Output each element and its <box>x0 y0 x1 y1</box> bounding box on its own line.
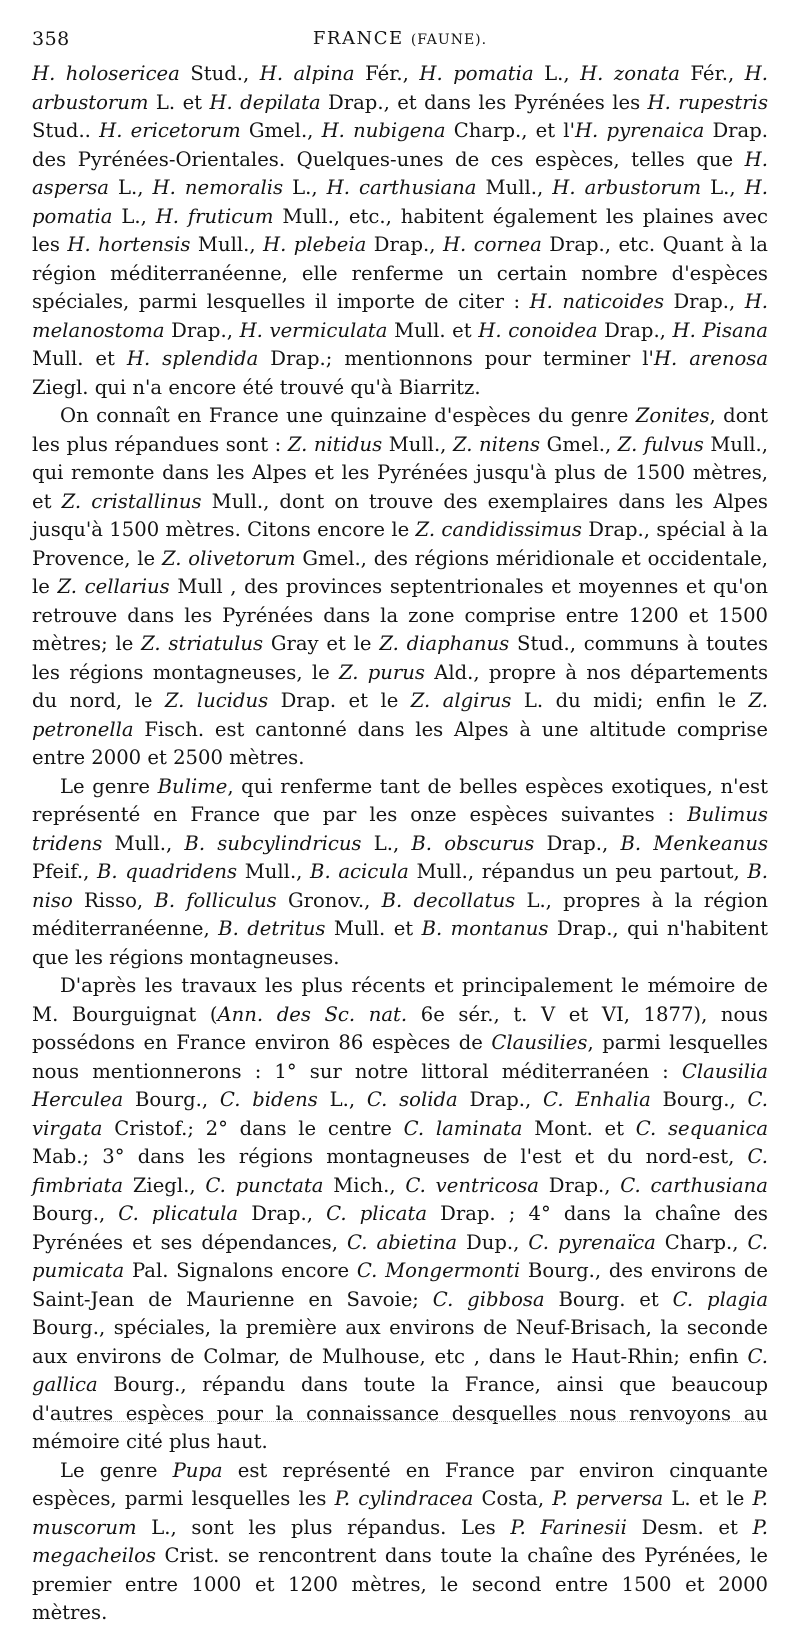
text-run: L., propres à la région méditerranéenne, <box>32 888 768 940</box>
text-run: L., <box>283 176 327 199</box>
taxon-name: P. muscorum <box>32 1487 768 1539</box>
taxon-name: H. zonata <box>580 62 680 85</box>
taxon-name: C. abietina <box>346 1230 458 1254</box>
taxon-name: B. acicula <box>310 860 409 883</box>
text-run: Mull , des provinces septentrionales et moyennes et qu'on retrouve dans les Pyrénées dans la zone comprise entre 1200 et 1500 mètres; le <box>32 575 768 655</box>
text-run: Bourg. et <box>544 1287 673 1311</box>
text-run: Gmel., <box>540 432 618 456</box>
taxon-name: Z. fulvus <box>617 432 704 456</box>
text-run: Mull., dont on trouve des exemplaires dans les Alpes jusqu'à 1500 mètres. Citons encore le <box>32 489 768 541</box>
taxon-name: C. pumicata <box>32 1230 769 1282</box>
text-run: , qui renferme tant de belles espèces exotiques, n'est représenté en France que par les onze espèces suivantes : <box>32 774 768 826</box>
text-run: Dup., <box>457 1230 529 1254</box>
text-run: Mull., <box>190 233 264 256</box>
taxon-name: C. plicatula <box>118 1202 239 1225</box>
page-number: 358 <box>32 28 70 50</box>
taxon-name: Z. purus <box>338 660 425 684</box>
taxon-name: B. subcylindricus <box>184 831 362 855</box>
body-text <box>32 60 768 1628</box>
text-run: Drap. et le <box>268 689 411 712</box>
text-run: Fér., <box>679 62 745 85</box>
taxon-name: H. holosericea <box>32 62 180 85</box>
taxon-name: Clausilia Herculea <box>32 1059 768 1111</box>
text-run: On connaît en France une quinzaine d'espèces du genre <box>60 404 636 427</box>
text-run: Desm. et <box>626 1515 753 1539</box>
taxon-name: C. plicata <box>326 1202 428 1225</box>
text-run: Gmel., des régions méridionale et occidentale, le <box>32 546 768 598</box>
text-run: Drap., spécial à la Provence, le <box>32 518 768 570</box>
taxon-name: C. punctata <box>205 1173 324 1197</box>
taxon-name: C. ventricosa <box>405 1173 539 1197</box>
taxon-name: H. rupestris <box>647 90 768 114</box>
text-run: Drap., qui n'habitent que les régions montagneuses. <box>32 917 768 969</box>
taxon-name: C. Mongermonti <box>356 1259 521 1282</box>
taxon-name: H. pomatia <box>419 62 534 85</box>
text-run: L., <box>701 176 745 199</box>
text-run: L., <box>108 176 153 199</box>
text-run: Drap.; mentionnons pour terminer l' <box>258 347 654 370</box>
text-run: Ziegl. qui n'a encore été trouvé qu'à Biarritz. <box>32 375 481 399</box>
text-run: Ziegl., <box>123 1173 206 1197</box>
taxon-name: C. sequanica <box>635 1116 768 1140</box>
taxon-name: H. cornea <box>442 233 542 256</box>
taxon-name: H. carthusiana <box>326 176 477 199</box>
text-run: L., <box>317 1088 367 1111</box>
paragraph-pupa <box>32 1457 768 1628</box>
text-run: Bourg., répandu dans toute la France, ainsi que beaucoup d'autres espèces pour la connaissance desquelles nous renvoyons au mémoire cité plus haut. <box>32 1373 768 1453</box>
text-run: Drap., <box>457 1088 544 1111</box>
taxon-name: H. pomatia <box>32 176 768 228</box>
taxon-name: H. melanostoma <box>32 290 769 342</box>
text-run: L. du midi; enfin le <box>511 689 749 712</box>
taxon-name: C. pyrenaïca <box>528 1230 656 1254</box>
text-run: Drap., <box>238 1202 327 1225</box>
taxon-name: H. ericetorum <box>99 119 241 142</box>
text-run: Bourg., <box>650 1088 748 1111</box>
taxon-name: Z. candidissimus <box>415 518 582 541</box>
text-run: Fér., <box>354 62 420 85</box>
text-run: Bourg., <box>123 1088 220 1111</box>
text-run: Mull., qui remonte dans les Alpes et les Pyrénées jusqu'à plus de 1500 mètres, et <box>32 432 768 513</box>
taxon-name: H. vermiculata <box>239 318 388 342</box>
taxon-name: C. plagia <box>672 1287 769 1311</box>
text-run: Drap., et dans les Pyrénées les <box>320 90 648 114</box>
text-run: Ald., propre à nos départements du nord, le <box>32 660 769 712</box>
paragraph-zonites <box>32 402 768 773</box>
taxon-name: H. plebeia <box>263 233 367 256</box>
taxon-name: B. Menkeanus <box>620 831 768 855</box>
taxon-name: C. gibbosa <box>432 1287 545 1311</box>
text-run: Crist. se rencontrent dans toute la chaîne des Pyrénées, le premier entre 1000 et 1200 mètres, le second entre 1500 et 2000 mètres. <box>32 1544 768 1624</box>
text-run: Drap., <box>366 233 443 256</box>
taxon-name: P. megacheilos <box>32 1515 768 1567</box>
text-run: Costa, <box>473 1487 553 1510</box>
text-run: Drap. ; 4° dans la chaîne des Pyrénées et ses dépendances, <box>32 1202 768 1254</box>
paragraph-clausilies <box>32 972 768 1457</box>
text-run: Gmel., <box>240 119 322 142</box>
taxon-name: P. Farinesii <box>510 1515 627 1539</box>
taxon-name: H. alpina <box>259 62 355 85</box>
text-run: Risso, <box>72 888 155 912</box>
text-run: Mull., <box>237 860 311 883</box>
text-run: Mich., <box>323 1173 406 1197</box>
text-run: Mull., <box>382 432 453 456</box>
text-run: Charp., <box>655 1230 748 1254</box>
text-run: Pfeif., <box>32 860 97 883</box>
taxon-name: H. nemoralis <box>152 176 284 199</box>
running-title-subtitle: (FAUNE). <box>410 32 488 48</box>
taxon-name: B. decollatus <box>381 888 516 912</box>
text-run: Stud., communs à toutes les régions montagneuses, le <box>32 632 769 684</box>
taxon-name: C. Enhalia <box>543 1088 651 1111</box>
taxon-name: C. carthusiana <box>620 1173 768 1197</box>
taxon-name: H. conoidea <box>478 318 598 342</box>
running-title-main: FRANCE <box>312 28 404 49</box>
taxon-name: Ann. des Sc. nat. <box>217 1002 408 1026</box>
taxon-name: C. fimbriata <box>32 1145 768 1197</box>
taxon-name: Z. nitidus <box>287 432 383 456</box>
taxon-name: B. obscurus <box>411 831 535 855</box>
taxon-name: B. folliculus <box>154 888 277 912</box>
text-run: Bourg., spéciales, la première aux environs de Neuf-Brisach, la seconde aux environs de Colmar, de Mulhouse, etc , dans le Haut-Rhin; enfin <box>32 1316 768 1368</box>
text-run: Le genre <box>60 1458 173 1482</box>
taxon-name: Z. cristallinus <box>61 489 202 513</box>
text-run: Drap., <box>664 290 745 313</box>
text-run: Le genre <box>60 774 158 798</box>
text-run: Charp., et l' <box>445 119 575 142</box>
taxon-name: H. naticoides <box>529 290 665 313</box>
taxon-name: Bulime <box>157 774 228 798</box>
taxon-name: Z. striatulus <box>141 632 264 655</box>
text-run: 6e sér., t. V et VI, 1877), nous possédons en France environ 86 espèces de <box>32 1002 768 1054</box>
taxon-name: Zonites <box>635 404 710 427</box>
taxon-name: H. Pisana <box>672 318 768 342</box>
text-run: Mull. et <box>387 318 479 342</box>
running-title <box>313 28 487 49</box>
paragraph-bulime <box>32 773 768 973</box>
text-run: Stud.. <box>32 119 100 142</box>
taxon-name: H. pyrenaica <box>574 119 705 142</box>
taxon-name: H. nubigena <box>321 119 446 142</box>
text-run: Drap. des Pyrénées-Orientales. Quelques-unes de ces espèces, telles que <box>32 119 768 171</box>
taxon-name: Z. cellarius <box>57 575 170 598</box>
taxon-name: H. arbustorum <box>552 176 702 199</box>
taxon-name: Clausilies <box>491 1031 588 1054</box>
taxon-name: Z. nitens <box>452 432 541 456</box>
taxon-name: P. perversa <box>552 1487 664 1510</box>
text-run: Bourg., des environs de Saint-Jean de Maurienne en Savoie; <box>32 1259 768 1311</box>
taxon-name: Pupa <box>172 1458 223 1482</box>
taxon-name: B. niso <box>32 860 768 912</box>
text-run: Pal. Signalons encore <box>124 1259 357 1282</box>
taxon-name: B. montanus <box>421 917 549 940</box>
taxon-name: C. solida <box>366 1088 458 1111</box>
text-run: Mull. et <box>32 347 127 370</box>
text-run: L. et le <box>663 1487 753 1510</box>
taxon-name: B. detritus <box>218 917 326 940</box>
text-run: Drap., <box>538 1173 621 1197</box>
text-run: Mull. et <box>325 917 422 940</box>
taxon-name: Z. algirus <box>410 689 512 712</box>
text-run: L., sont les plus répandus. Les <box>136 1515 511 1539</box>
text-run: L., <box>533 62 581 85</box>
taxon-name: C. gallica <box>32 1344 768 1396</box>
taxon-name: C. bidens <box>219 1088 318 1111</box>
taxon-name: H. fruticum <box>155 204 274 228</box>
text-run: Mab.; 3° dans les régions montagneuses de l'est et du nord-est, <box>32 1145 748 1168</box>
text-run: Mont. et <box>522 1116 636 1140</box>
text-run: Stud., <box>179 62 260 85</box>
text-run: Mull., répandus un peu partout, <box>408 860 748 883</box>
taxon-name: H. splendida <box>126 347 259 370</box>
taxon-name: Z. diaphanus <box>379 632 510 655</box>
text-run: Drap., etc. Quant à la région méditerranéenne, elle renferme un certain nombre d'espèces spéciales, parmi lesquelles il importe de citer : <box>32 233 768 313</box>
text-run: , dont les plus répandues sont : <box>32 404 768 456</box>
text-run: L. et <box>148 90 210 114</box>
text-run: Mull., etc., habitent également les plaines avec les <box>32 204 768 256</box>
text-run: Drap., <box>597 318 673 342</box>
text-run: Drap., <box>534 831 621 855</box>
taxon-name: Z. lucidus <box>164 689 269 712</box>
text-run: Bourg., <box>32 1202 119 1225</box>
taxon-name: H. depilata <box>209 90 321 114</box>
running-header <box>32 24 768 54</box>
text-run: Drap., <box>164 318 240 342</box>
text-run: Mull., <box>476 176 553 199</box>
paragraph-helix-species <box>32 60 768 402</box>
taxon-name: C. laminata <box>403 1116 523 1140</box>
text-run: , parmi lesquelles nous mentionnerons : 1° sur notre littoral méditerranéen : <box>32 1031 768 1083</box>
taxon-name: P. cylindracea <box>334 1487 474 1510</box>
taxon-name: H. hortensis <box>67 233 191 256</box>
text-run: L., <box>112 204 156 228</box>
text-run: Cristof.; 2° dans le centre <box>102 1116 404 1140</box>
text-run: Fisch. est cantonné dans les Alpes à une altitude comprise entre 2000 et 2500 mètres. <box>32 717 768 769</box>
taxon-name: Bulimus tridens <box>32 803 768 855</box>
text-run: L., <box>361 831 412 855</box>
taxon-name: H. arbustorum <box>32 62 768 114</box>
taxon-name: Z. petronella <box>32 689 768 741</box>
text-run: Gray et le <box>263 632 380 655</box>
text-run: est représenté en France par environ cinquante espèces, parmi lesquelles les <box>32 1458 768 1510</box>
taxon-name: Z. olivetorum <box>161 546 296 570</box>
taxon-name: B. quadridens <box>96 860 238 883</box>
text-run: D'après les travaux les plus récents et principalement le mémoire de M. Bourguignat ( <box>32 974 768 1026</box>
footer-rule <box>60 1421 760 1422</box>
text-run: Gronov., <box>276 888 382 912</box>
taxon-name: H. arenosa <box>653 347 769 370</box>
taxon-name: C. virgata <box>32 1088 769 1140</box>
text-run: Mull., <box>102 831 185 855</box>
taxon-name: H. aspersa <box>32 147 768 199</box>
